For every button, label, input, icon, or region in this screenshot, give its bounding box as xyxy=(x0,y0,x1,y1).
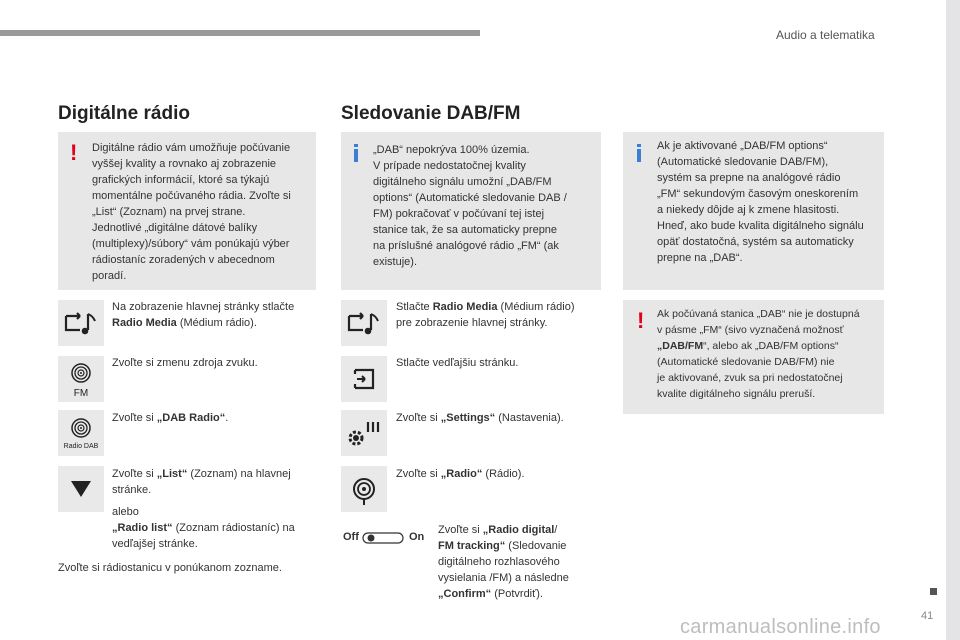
icon-caption: FM xyxy=(73,388,89,399)
info-icon xyxy=(637,144,641,162)
right-step-1 xyxy=(396,299,575,331)
step-text-after: (Zoznam) na hlavnej xyxy=(187,468,291,480)
step-text: pre zobrazenie hlavnej stránky. xyxy=(396,317,548,329)
toggle-on-label: On xyxy=(409,531,425,543)
step-bold: „Confirm“ xyxy=(438,588,492,600)
left-step-2: Zvoľte si zmenu zdroja zvuku. xyxy=(112,357,258,369)
warning-line: momentálne počúvaného rádia. Zvoľte si xyxy=(92,190,291,202)
right-title: Sledovanie DAB/FM xyxy=(341,103,521,124)
info-line: opäť dostatočná, systém sa automaticky xyxy=(657,236,854,248)
info-line: „FM“ sekundovým časovým oneskorením xyxy=(657,188,859,200)
step-text: Zvoľte si xyxy=(438,524,483,536)
radio-icon xyxy=(341,466,387,512)
step-text-after: (Sledovanie xyxy=(505,540,567,552)
step-bold: FM tracking“ xyxy=(438,540,506,552)
left-step-3 xyxy=(112,410,228,426)
info-line: stanice tak, že sa automaticky prepne xyxy=(373,224,558,236)
toggle-off-label: Off xyxy=(343,531,359,543)
watermark: carmanualsonline.info xyxy=(680,616,881,638)
step-text-after: (Zoznam rádiostaníc) na xyxy=(172,522,295,534)
warning-icon: ! xyxy=(637,308,645,333)
step-text-after: . xyxy=(225,412,229,424)
list-arrow-icon xyxy=(58,466,104,512)
right-step-2: Stlačte vedľajšiu stránku. xyxy=(396,357,519,369)
step-text xyxy=(396,299,575,315)
warning-line: grafických informácií, ktoré sa týkajú xyxy=(92,174,270,186)
info-line: prepne na „DAB“. xyxy=(657,252,743,264)
page-icon xyxy=(341,356,387,402)
step-text: Na zobrazenie hlavnej stránky stlačte xyxy=(112,301,295,313)
step-text-after: (Médium rádio). xyxy=(176,317,257,329)
settings-icon xyxy=(341,410,387,456)
dab-fm-toggle[interactable] xyxy=(341,528,429,548)
section-label: Audio a telematika xyxy=(776,28,875,42)
info-line: Ak je aktivované „DAB/FM options“ xyxy=(657,140,828,152)
warning-line: Ak počúvaná stanica „DAB“ nie je dostupná xyxy=(657,308,860,320)
step-bold: „Radio digital xyxy=(482,524,555,536)
warning-line: kvalite digitálneho signálu preruší. xyxy=(657,388,816,400)
info-box-tracking xyxy=(623,132,884,290)
step-bold: „Radio“ xyxy=(440,468,483,480)
info-line: (Automatické sledovanie DAB/FM), xyxy=(657,156,829,168)
warning-line: je aktivované, zvuk sa pri nedostatočnej xyxy=(657,372,843,384)
radio-media-icon xyxy=(341,300,387,346)
step-bold: „DAB Radio“ xyxy=(156,412,226,424)
right-step-final xyxy=(438,522,569,602)
step-text: Zvoľte si xyxy=(112,412,157,424)
step-text: Zvoľte si xyxy=(396,468,441,480)
info-line: „DAB“ nepokrýva 100% územia. xyxy=(373,144,530,156)
info-line: V prípade nedostatočnej kvality xyxy=(373,160,526,172)
step-bold: „List“ xyxy=(156,468,188,480)
left-step-4 xyxy=(112,466,295,552)
fm-icon xyxy=(58,356,104,402)
step-text: stránke. xyxy=(112,484,152,496)
warning-line: rádiostaníc zoradených v abecednom xyxy=(92,254,275,266)
info-line: digitálneho signálu umožní „DAB/FM xyxy=(373,176,552,188)
warning-text xyxy=(92,140,291,284)
icon-caption: Radio DAB xyxy=(63,443,99,450)
step-text: digitálneho rozhlasového xyxy=(438,556,560,568)
step-text: vysielania /FM) a následne xyxy=(438,572,569,584)
step-text-after: (Rádio). xyxy=(482,468,525,480)
page-number: 41 xyxy=(921,610,934,622)
warning-line: (Automatické sledovanie DAB/FM) nie xyxy=(657,356,835,368)
step-text: Zvoľte si xyxy=(112,468,157,480)
info-line: FM) pokračovať v počúvaní tej istej xyxy=(373,208,545,220)
step-text: Zvoľte si xyxy=(396,412,441,424)
info-line: a niekedy dôjde aj k zmene hlasitosti. xyxy=(657,204,840,216)
warning-icon: ! xyxy=(70,140,78,165)
warning-line: Digitálne rádio vám umožňuje počúvanie xyxy=(92,142,291,154)
warning-line: v pásme „FM“ (sivo vyznačená možnosť xyxy=(657,324,844,336)
end-marker xyxy=(930,588,937,595)
step-text xyxy=(112,520,295,536)
right-step-4 xyxy=(396,466,525,482)
step-bold: „Radio list“ xyxy=(112,522,173,534)
warning-line: (multiplexy)/súbory“ vám ponúkajú výber xyxy=(92,238,290,250)
warning-box-fallback xyxy=(623,300,884,414)
info-text xyxy=(373,142,567,270)
warning-bold: „DAB/FM xyxy=(657,340,704,352)
step-text xyxy=(112,315,294,331)
step-text-after: / xyxy=(554,524,558,536)
info-line: systém sa prepne na analógové rádio xyxy=(657,172,841,184)
warning-line xyxy=(657,338,860,354)
info-line: na príslušné analógové rádio „FM“ (ak xyxy=(373,240,559,252)
warning-line: Jednotlivé „digitálne dátové balíky xyxy=(92,222,258,234)
info-line: options“ (Automatické sledovanie DAB / xyxy=(373,192,567,204)
warning-text-after: “, alebo ak „DAB/FM options“ xyxy=(703,340,839,352)
radio-media-icon xyxy=(58,300,104,346)
step-text xyxy=(112,466,295,482)
step-bold: Radio Media xyxy=(432,301,498,313)
left-step-1 xyxy=(112,299,294,331)
step-text xyxy=(438,586,569,602)
step-text xyxy=(438,538,569,554)
info-box-coverage xyxy=(341,132,601,290)
step-text xyxy=(438,522,569,538)
left-footer: Zvoľte si rádiostanicu v ponúkanom zozname. xyxy=(58,562,282,574)
warning-line: vyššej kvality a rovnako aj zobrazenie xyxy=(92,158,277,170)
step-text-after: (Médium rádio) xyxy=(497,301,575,313)
step-bold: „Settings“ xyxy=(440,412,496,424)
info-icon xyxy=(354,144,358,162)
left-title: Digitálne rádio xyxy=(58,103,190,124)
step-text: vedľajšej stránke. xyxy=(112,538,198,550)
info-line: existuje). xyxy=(373,256,418,268)
info-text xyxy=(657,138,864,266)
step-bold: Radio Media xyxy=(112,317,177,329)
warning-box-digital xyxy=(58,132,316,290)
radio-dab-icon xyxy=(58,410,104,456)
info-line: Hneď, ako bude kvalita digitálneho signálu xyxy=(657,220,864,232)
warning-line: „List“ (Zoznam) na prvej strane. xyxy=(92,206,246,218)
right-step-3 xyxy=(396,410,564,426)
side-strip xyxy=(946,0,960,640)
warning-line: poradí. xyxy=(92,270,127,282)
warning-text xyxy=(657,306,860,402)
step-text-after: (Potvrdiť). xyxy=(491,588,543,600)
step-text: Stlačte xyxy=(396,301,433,313)
step-text-after: (Nastavenia). xyxy=(495,412,564,424)
step-or: alebo xyxy=(112,506,139,518)
header-rule xyxy=(0,30,480,36)
